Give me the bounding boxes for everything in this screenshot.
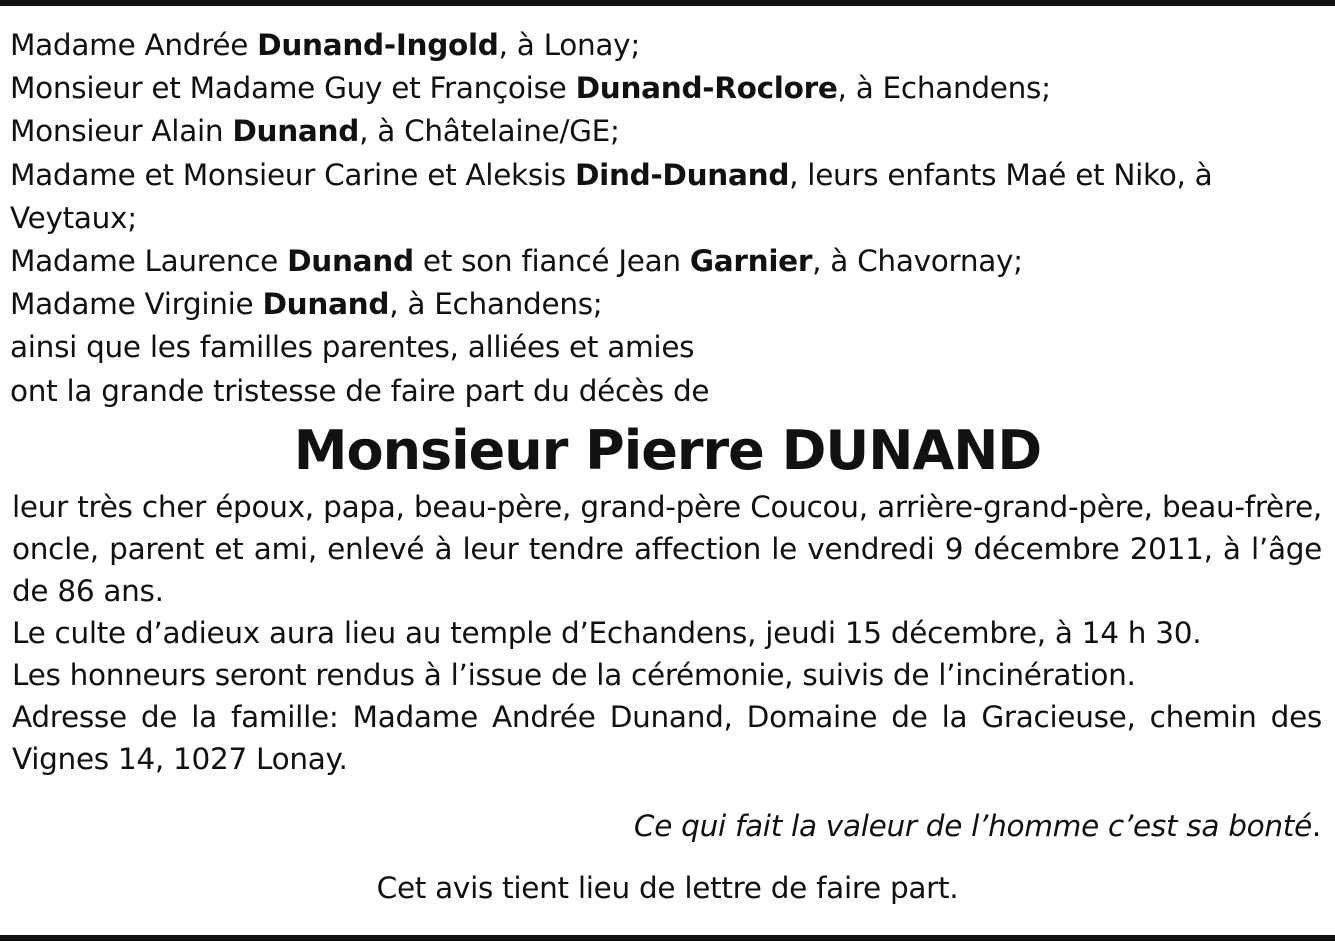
family-text: Monsieur et Madame Guy et Françoise [10,71,576,106]
family-line [10,110,1320,153]
family-text: Madame Andrée [10,28,258,62]
deceased-name: Monsieur Pierre DUNAND [293,419,1042,482]
epitaph-quote [634,804,1321,848]
family-surname: Dunand [232,114,360,149]
family-text: Madame Virginie [10,287,263,322]
family-text: , à Echandens; [837,71,1051,106]
family-surname: Dind-Dunand [574,157,790,192]
family-line [10,67,1320,110]
family-surname: Dunand-Roclore [575,71,838,106]
intro-line: ont la grande tristesse de faire part du décès de [10,373,710,408]
body-paragraph: Les honneurs seront rendus à l’issue de la cérémonie, suivis de l’incinération. [12,658,1136,692]
body-paragraph: Le culte d’adieux aura lieu au temple d’Echandens, jeudi 15 décembre, à 14 h 30. [12,616,1202,650]
family-text: et son fiancé Jean [413,244,690,279]
family-text: Monsieur Alain [10,114,233,149]
top-rule [0,0,1335,6]
announcement-body [12,486,1322,780]
family-line [10,283,1320,326]
family-text: , à Echandens; [389,287,603,322]
notice-line: Cet avis tient lieu de lettre de faire part. [376,871,959,905]
family-surname: Dunand-Ingold [257,28,499,62]
family-text: , à Chavornay; [812,244,1023,279]
family-line [10,240,1320,283]
family-line [10,24,1320,67]
quote-period: . [1311,809,1321,843]
quote-text: Ce qui fait la valeur de l’homme c’est sa bonté [633,809,1312,843]
family-text: , leurs enfants Maé et Niko, à Veytaux; [10,157,1213,235]
family-text: , à Châtelaine/GE; [359,114,620,149]
bottom-rule [0,935,1335,941]
family-surname: Garnier [689,244,813,279]
family-text: Madame et Monsieur Carine et Aleksis [10,157,575,192]
family-surname: Dunand [262,287,390,322]
family-list [10,24,1320,413]
family-text: , à Lonay; [498,28,640,62]
family-line [10,154,1320,240]
family-text: Madame Laurence [10,244,288,279]
intro-line: ainsi que les familles parentes, alliées et amies [10,330,695,365]
body-paragraph: leur très cher époux, papa, beau-père, grand-père Coucou, arrière-grand-père, beau-frère, oncle, parent et ami, enlevé à leur tendre affection le vendredi 9 décembre 2011, à l’âge de 86 ans. [12,490,1322,608]
family-surname: Dunand [287,244,414,279]
body-paragraph: Adresse de la famille: Madame Andrée Dunand, Domaine de la Gracieuse, chemin des Vignes 14, 1027 Lonay. [12,700,1322,776]
